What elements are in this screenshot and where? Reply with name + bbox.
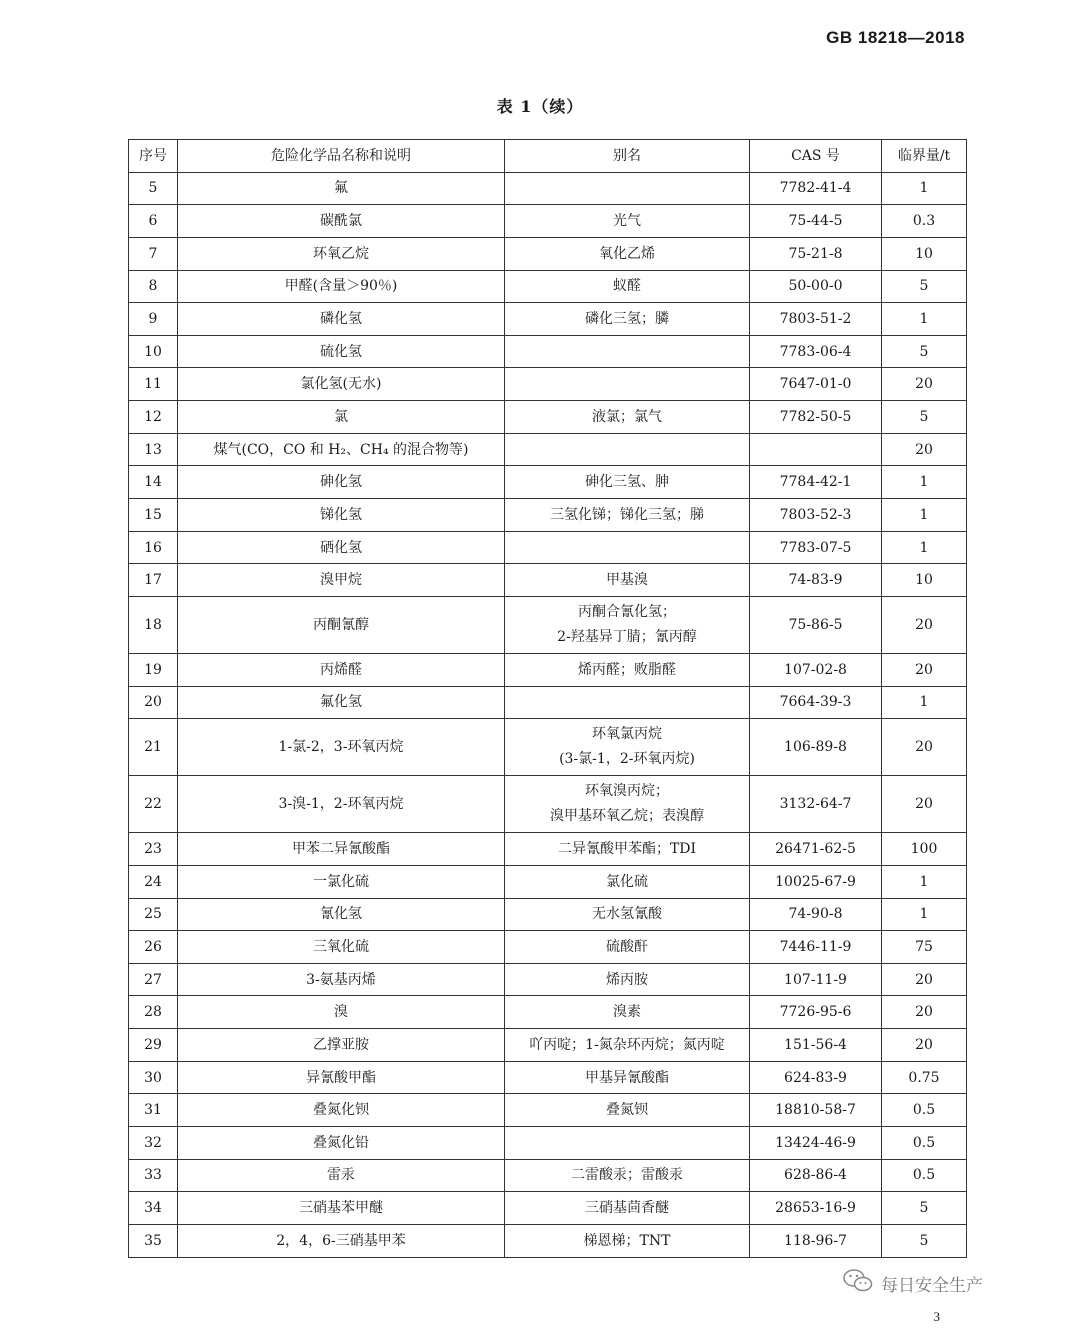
chemical-alias <box>505 335 750 368</box>
cas-number: 13424-46-9 <box>750 1127 882 1160</box>
alias-line: 硫酸酐 <box>606 938 648 955</box>
cas-number: 7664-39-3 <box>750 686 882 719</box>
threshold-quantity: 5 <box>882 270 967 303</box>
threshold-quantity: 75 <box>882 931 967 964</box>
table-row <box>129 1094 967 1127</box>
threshold-quantity: 5 <box>882 401 967 434</box>
table-row <box>129 205 967 238</box>
threshold-quantity: 0.3 <box>882 205 967 238</box>
chemical-alias <box>505 564 750 597</box>
chemical-name: 硫化氢 <box>178 335 505 368</box>
table-row <box>129 1029 967 1062</box>
chemical-alias <box>505 719 750 776</box>
threshold-quantity: 0.75 <box>882 1061 967 1094</box>
chemical-alias <box>505 996 750 1029</box>
alias-line: 磷化三氢；膦 <box>585 311 669 328</box>
table-row <box>129 776 967 833</box>
cas-number: 7446-11-9 <box>750 931 882 964</box>
alias-line: 吖丙啶；1-氮杂环丙烷；氮丙啶 <box>529 1036 725 1053</box>
alias-line: 无水氢氰酸 <box>592 906 662 923</box>
row-number: 5 <box>129 172 178 205</box>
chemical-alias <box>505 596 750 653</box>
table-row <box>129 996 967 1029</box>
threshold-quantity: 1 <box>882 303 967 336</box>
chemical-name: 氯 <box>178 401 505 434</box>
row-number: 29 <box>129 1029 178 1062</box>
cas-number: 7783-06-4 <box>750 335 882 368</box>
chemical-name: 3-氨基丙烯 <box>178 963 505 996</box>
row-number: 14 <box>129 466 178 499</box>
row-number: 33 <box>129 1159 178 1192</box>
alias-line: 烯丙胺 <box>606 971 648 988</box>
cas-number: 7784-42-1 <box>750 466 882 499</box>
row-number: 35 <box>129 1224 178 1257</box>
table-row <box>129 237 967 270</box>
alias-line: 氯化硫 <box>606 873 648 890</box>
chemical-name: 锑化氢 <box>178 499 505 532</box>
cas-number: 7783-07-5 <box>750 531 882 564</box>
threshold-quantity: 1 <box>882 172 967 205</box>
chemical-alias <box>505 1159 750 1192</box>
alias-line: 环氧氯丙烷 <box>592 726 662 743</box>
table-row <box>129 719 967 776</box>
chemical-name: 叠氮化钡 <box>178 1094 505 1127</box>
row-number: 31 <box>129 1094 178 1127</box>
cas-number: 3132-64-7 <box>750 776 882 833</box>
row-number: 11 <box>129 368 178 401</box>
table-row <box>129 270 967 303</box>
alias-line: 2-羟基异丁腈；氰丙醇 <box>557 628 697 645</box>
chemical-name: 氯化氢(无水) <box>178 368 505 401</box>
table-row <box>129 368 967 401</box>
chemical-name: 氟 <box>178 172 505 205</box>
chemical-alias <box>505 865 750 898</box>
cas-number: 628-86-4 <box>750 1159 882 1192</box>
row-number: 6 <box>129 205 178 238</box>
chemical-name: 甲苯二异氰酸酯 <box>178 833 505 866</box>
row-number: 12 <box>129 401 178 434</box>
table-row <box>129 172 967 205</box>
cas-number: 107-11-9 <box>750 963 882 996</box>
threshold-quantity: 20 <box>882 433 967 466</box>
threshold-quantity: 0.5 <box>882 1127 967 1160</box>
threshold-quantity: 1 <box>882 898 967 931</box>
chemical-alias <box>505 1029 750 1062</box>
alias-line: 光气 <box>613 213 641 230</box>
row-number: 9 <box>129 303 178 336</box>
row-number: 32 <box>129 1127 178 1160</box>
table-row <box>129 531 967 564</box>
threshold-quantity: 20 <box>882 776 967 833</box>
column-header-name: 危险化学品名称和说明 <box>178 140 505 173</box>
alias-line: 梯恩梯；TNT <box>583 1232 671 1249</box>
row-number: 13 <box>129 433 178 466</box>
table-row <box>129 963 967 996</box>
alias-line: 二异氰酸甲苯酯；TDI <box>557 841 697 858</box>
chemical-alias <box>505 1224 750 1257</box>
cas-number: 106-89-8 <box>750 719 882 776</box>
table-row <box>129 564 967 597</box>
alias-line: 烯丙醛；败脂醛 <box>578 661 676 678</box>
alias-line: 溴素 <box>613 1004 641 1021</box>
row-number: 34 <box>129 1192 178 1225</box>
chemical-alias <box>505 1061 750 1094</box>
threshold-quantity: 20 <box>882 596 967 653</box>
threshold-quantity: 5 <box>882 1224 967 1257</box>
chemical-name: 砷化氢 <box>178 466 505 499</box>
alias-line: 砷化三氢、胂 <box>585 474 669 491</box>
chemical-name: 溴 <box>178 996 505 1029</box>
row-number: 23 <box>129 833 178 866</box>
chemical-alias <box>505 172 750 205</box>
cas-number: 28653-16-9 <box>750 1192 882 1225</box>
cas-number: 10025-67-9 <box>750 865 882 898</box>
chemical-name: 雷汞 <box>178 1159 505 1192</box>
threshold-quantity: 5 <box>882 1192 967 1225</box>
chemical-alias <box>505 653 750 686</box>
table-row <box>129 401 967 434</box>
table-row <box>129 596 967 653</box>
chemical-name: 1-氯-2，3-环氧丙烷 <box>178 719 505 776</box>
watermark <box>843 1268 983 1298</box>
chemical-name: 三氧化硫 <box>178 931 505 964</box>
row-number: 25 <box>129 898 178 931</box>
table-row <box>129 499 967 532</box>
chemical-alias <box>505 1094 750 1127</box>
alias-line: 三硝基茴香醚 <box>585 1200 669 1217</box>
table-row <box>129 898 967 931</box>
threshold-quantity: 20 <box>882 719 967 776</box>
table-row <box>129 865 967 898</box>
cas-number: 7782-41-4 <box>750 172 882 205</box>
cas-number: 75-21-8 <box>750 237 882 270</box>
chemical-alias <box>505 531 750 564</box>
threshold-quantity: 1 <box>882 466 967 499</box>
table-header-row <box>129 140 967 173</box>
cas-number: 7647-01-0 <box>750 368 882 401</box>
table-row <box>129 335 967 368</box>
threshold-quantity: 0.5 <box>882 1094 967 1127</box>
column-header-cas: CAS 号 <box>750 140 882 173</box>
row-number: 16 <box>129 531 178 564</box>
chemical-alias <box>505 270 750 303</box>
wechat-icon <box>843 1268 873 1299</box>
chemical-name: 3-溴-1，2-环氧丙烷 <box>178 776 505 833</box>
row-number: 15 <box>129 499 178 532</box>
row-number: 18 <box>129 596 178 653</box>
row-number: 20 <box>129 686 178 719</box>
chemical-name: 环氧乙烷 <box>178 237 505 270</box>
cas-number: 75-44-5 <box>750 205 882 238</box>
cas-number: 74-90-8 <box>750 898 882 931</box>
cas-number: 107-02-8 <box>750 653 882 686</box>
table-body <box>129 172 967 1257</box>
alias-line: (3-氯-1，2-环氧丙烷) <box>559 751 695 768</box>
chemical-alias <box>505 1192 750 1225</box>
threshold-quantity: 20 <box>882 368 967 401</box>
chemical-name: 煤气(CO，CO 和 H₂、CH₄ 的混合物等) <box>178 433 505 466</box>
chemical-name: 异氰酸甲酯 <box>178 1061 505 1094</box>
chemical-alias <box>505 686 750 719</box>
row-number: 21 <box>129 719 178 776</box>
row-number: 17 <box>129 564 178 597</box>
cas-number: 74-83-9 <box>750 564 882 597</box>
threshold-quantity: 20 <box>882 963 967 996</box>
alias-line: 丙酮合氰化氢； <box>578 603 676 620</box>
threshold-quantity: 1 <box>882 865 967 898</box>
chemical-name: 硒化氢 <box>178 531 505 564</box>
chemical-name: 一氯化硫 <box>178 865 505 898</box>
cas-number: 26471-62-5 <box>750 833 882 866</box>
threshold-quantity: 20 <box>882 1029 967 1062</box>
table-row <box>129 931 967 964</box>
cas-number: 18810-58-7 <box>750 1094 882 1127</box>
chemical-name: 氰化氢 <box>178 898 505 931</box>
alias-line: 蚁醛 <box>613 278 641 295</box>
alias-line: 液氯；氯气 <box>592 408 662 425</box>
chemical-name: 碳酰氯 <box>178 205 505 238</box>
cas-number: 7726-95-6 <box>750 996 882 1029</box>
alias-line: 甲基异氰酸酯 <box>585 1069 669 1086</box>
chemical-name: 乙撑亚胺 <box>178 1029 505 1062</box>
chemical-name: 2，4，6-三硝基甲苯 <box>178 1224 505 1257</box>
threshold-quantity: 1 <box>882 531 967 564</box>
column-header-alias: 别名 <box>505 140 750 173</box>
chemical-name: 丙酮氰醇 <box>178 596 505 653</box>
table-row <box>129 1224 967 1257</box>
chemical-alias <box>505 776 750 833</box>
chemical-alias <box>505 833 750 866</box>
threshold-quantity: 10 <box>882 564 967 597</box>
alias-line: 三氢化锑；锑化三氢；䏲 <box>550 506 704 523</box>
chemical-alias <box>505 401 750 434</box>
table-title: 表 1（续） <box>496 97 584 116</box>
threshold-quantity: 0.5 <box>882 1159 967 1192</box>
threshold-quantity: 5 <box>882 335 967 368</box>
table-row <box>129 1061 967 1094</box>
alias-line: 叠氮钡 <box>606 1102 648 1119</box>
threshold-quantity: 20 <box>882 996 967 1029</box>
table-row <box>129 686 967 719</box>
chemical-name: 磷化氢 <box>178 303 505 336</box>
row-number: 7 <box>129 237 178 270</box>
alias-line: 环氧溴丙烷； <box>585 783 669 800</box>
threshold-quantity: 10 <box>882 237 967 270</box>
chemical-name: 甲醛(含量＞90％) <box>178 270 505 303</box>
chemical-alias <box>505 963 750 996</box>
table-row <box>129 303 967 336</box>
row-number: 24 <box>129 865 178 898</box>
alias-line: 甲基溴 <box>606 572 648 589</box>
chemical-name: 溴甲烷 <box>178 564 505 597</box>
row-number: 8 <box>129 270 178 303</box>
table-row <box>129 833 967 866</box>
column-header-threshold: 临界量/t <box>882 140 967 173</box>
row-number: 27 <box>129 963 178 996</box>
chemical-alias <box>505 237 750 270</box>
row-number: 10 <box>129 335 178 368</box>
chemical-alias <box>505 433 750 466</box>
row-number: 22 <box>129 776 178 833</box>
cas-number <box>750 433 882 466</box>
cas-number: 7803-52-3 <box>750 499 882 532</box>
cas-number: 7782-50-5 <box>750 401 882 434</box>
row-number: 26 <box>129 931 178 964</box>
table-row <box>129 1192 967 1225</box>
standard-code: GB 18218—2018 <box>826 28 965 47</box>
chemical-alias <box>505 499 750 532</box>
cas-number: 118-96-7 <box>750 1224 882 1257</box>
chemical-alias <box>505 466 750 499</box>
chemicals-table <box>128 139 967 1258</box>
page-number: 3 <box>933 1309 940 1324</box>
chemical-name: 氟化氢 <box>178 686 505 719</box>
cas-number: 75-86-5 <box>750 596 882 653</box>
chemical-name: 三硝基苯甲醚 <box>178 1192 505 1225</box>
chemical-alias <box>505 1127 750 1160</box>
threshold-quantity: 20 <box>882 653 967 686</box>
chemical-alias <box>505 368 750 401</box>
cas-number: 7803-51-2 <box>750 303 882 336</box>
table-row <box>129 1127 967 1160</box>
alias-line: 溴甲基环氧乙烷；表溴醇 <box>550 808 704 825</box>
threshold-quantity: 100 <box>882 833 967 866</box>
cas-number: 151-56-4 <box>750 1029 882 1062</box>
chemical-name: 丙烯醛 <box>178 653 505 686</box>
row-number: 28 <box>129 996 178 1029</box>
table-row <box>129 653 967 686</box>
cas-number: 624-83-9 <box>750 1061 882 1094</box>
table-row <box>129 1159 967 1192</box>
table-row <box>129 433 967 466</box>
watermark-text: 每日安全生产 <box>881 1275 983 1296</box>
threshold-quantity: 1 <box>882 499 967 532</box>
chemical-name: 叠氮化铅 <box>178 1127 505 1160</box>
chemical-alias <box>505 303 750 336</box>
row-number: 19 <box>129 653 178 686</box>
column-header-no: 序号 <box>129 140 178 173</box>
row-number: 30 <box>129 1061 178 1094</box>
alias-line: 氧化乙烯 <box>599 245 655 262</box>
chemical-alias <box>505 931 750 964</box>
chemical-alias <box>505 898 750 931</box>
alias-line: 二雷酸汞；雷酸汞 <box>571 1167 683 1184</box>
cas-number: 50-00-0 <box>750 270 882 303</box>
threshold-quantity: 1 <box>882 686 967 719</box>
table-row <box>129 466 967 499</box>
chemical-alias <box>505 205 750 238</box>
